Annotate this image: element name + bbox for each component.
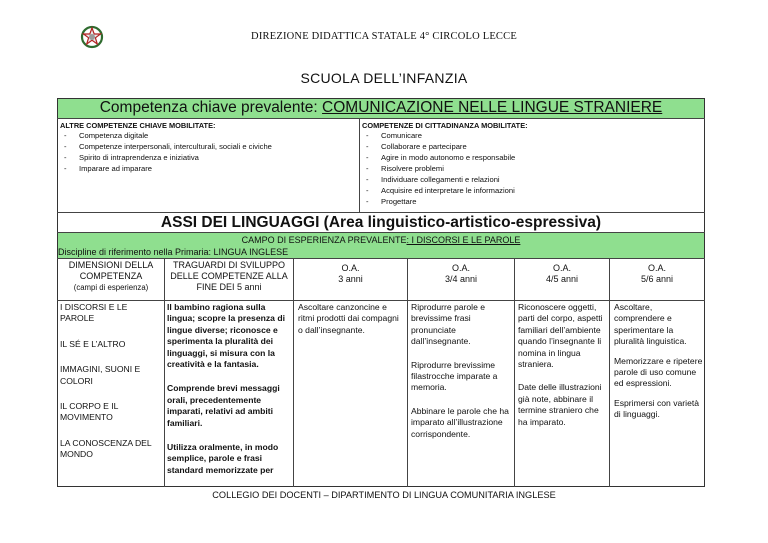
header-oa-34 bbox=[408, 263, 514, 285]
cittadinanza-section bbox=[362, 121, 692, 207]
altre-competenze-heading: ALTRE COMPETENZE CHIAVE MOBILITATE: bbox=[60, 121, 216, 130]
rule bbox=[407, 258, 408, 487]
header-text: O.A. bbox=[647, 263, 666, 273]
cell-oa-45 bbox=[518, 302, 608, 440]
list-item: - Spirito di intraprendenza e iniziativa bbox=[60, 152, 350, 163]
header-text: FINE DEI 5 anni bbox=[196, 282, 262, 292]
list-item: - Progettare bbox=[362, 196, 692, 207]
cell-oa-34 bbox=[411, 302, 512, 452]
header-text: 5/6 anni bbox=[640, 274, 674, 284]
list-item: - Competenze interpersonali, interculturali, sociali e civiche bbox=[60, 141, 350, 152]
list-item: Comprende brevi messaggi orali, precedentemente imparati, relativi ad ambiti familiari. bbox=[167, 383, 280, 428]
competenza-value: COMUNICAZIONE NELLE LINGUE STRANIERE bbox=[322, 99, 663, 116]
rule bbox=[293, 258, 294, 487]
rule bbox=[57, 118, 705, 119]
header-text: O.A. bbox=[451, 263, 470, 273]
header-text: COMPETENZA bbox=[79, 271, 143, 281]
header-text: 3 anni bbox=[338, 274, 363, 284]
list-item: - Individuare collegamenti e relazioni bbox=[362, 174, 692, 185]
cittadinanza-list bbox=[362, 130, 692, 207]
campo-esperienza bbox=[57, 233, 705, 247]
list-item: Riprodurre parole e brevissime frasi pronunciate dall’insegnante. bbox=[411, 302, 486, 347]
header-oa-56 bbox=[610, 263, 704, 285]
assi-title: ASSI DEI LINGUAGGI (Area linguistico-artistico-espressiva) bbox=[160, 214, 602, 231]
list-item: - Risolvere problemi bbox=[362, 163, 692, 174]
header-text: 4/5 anni bbox=[545, 274, 579, 284]
rule bbox=[57, 300, 705, 301]
list-item: I DISCORSI E LE PAROLE bbox=[60, 302, 128, 324]
campo-value: : I DISCORSI E LE PAROLE bbox=[406, 235, 521, 245]
list-item: Riprodurre brevissime filastrocche imparate a memoria. bbox=[411, 359, 498, 393]
header-text: (campi di esperienza) bbox=[73, 283, 149, 292]
list-item: IL SÉ E L’ALTRO bbox=[60, 338, 126, 349]
competenza-title bbox=[57, 99, 705, 117]
header-dimensioni bbox=[58, 260, 164, 294]
rule bbox=[609, 258, 610, 487]
list-item: - Collaborare e partecipare bbox=[362, 141, 692, 152]
school-direction-heading: DIREZIONE DIDATTICA STATALE 4° CIRCOLO LECCE bbox=[251, 31, 517, 42]
list-item: Date delle illustrazioni già note, abbinare il termine straniero che ha imparato. bbox=[518, 382, 602, 427]
list-item: IMMAGINI, SUONI E COLORI bbox=[60, 364, 141, 386]
header-traguardi bbox=[165, 260, 293, 293]
list-item: LA CONOSCENZA DEL MONDO bbox=[60, 437, 152, 460]
header-text: DIMENSIONI DELLA bbox=[68, 260, 154, 270]
altre-competenze-list bbox=[60, 130, 350, 174]
school-level-title: SCUOLA DELL’INFANZIA bbox=[300, 70, 468, 86]
list-item: Esprimersi con varietà di linguaggi. bbox=[614, 397, 700, 420]
altre-competenze-section bbox=[60, 121, 350, 174]
list-item: - Agire in modo autonomo e responsabile bbox=[362, 152, 692, 163]
page-footer: COLLEGIO DEI DOCENTI – DIPARTIMENTO DI LINGUA COMUNITARIA INGLESE bbox=[212, 490, 556, 500]
list-item: - Imparare ad imparare bbox=[60, 163, 350, 174]
cell-oa-56 bbox=[614, 302, 704, 433]
list-item: Memorizzare e ripetere parole di uso comune ed espressioni. bbox=[614, 355, 703, 389]
list-item: Utilizza oralmente, in modo semplice, parole e frasi standard memorizzate per bbox=[167, 442, 279, 475]
list-item: - Acquisire ed interpretare le informazioni bbox=[362, 185, 692, 196]
list-item: Abbinare le parole che ha imparato all’illustrazione corrispondente. bbox=[411, 405, 509, 439]
header-oa-3 bbox=[294, 263, 407, 285]
rule bbox=[514, 258, 515, 487]
rule bbox=[359, 118, 360, 212]
list-item: Ascoltare, comprendere e sperimentare la pluralità linguistica. bbox=[614, 302, 687, 347]
list-item: - Comunicare bbox=[362, 130, 692, 141]
competenza-prefix: Competenza chiave prevalente: bbox=[99, 99, 323, 116]
header-text: 3/4 anni bbox=[444, 274, 478, 284]
cell-oa-3 bbox=[298, 302, 404, 348]
list-item: Riconoscere oggetti, parti del corpo, aspetti familiari dell’ambiente quando l’insegnante li nomina in lingua straniera. bbox=[518, 302, 603, 370]
cittadinanza-heading: COMPETENZE DI CITTADINANZA MOBILITATE: bbox=[362, 121, 528, 130]
cell-traguardi bbox=[167, 302, 291, 488]
list-item: Ascoltare canzoncine e ritmi prodotti dai compagni o dall’insegnante. bbox=[298, 302, 399, 335]
list-item: - Competenza digitale bbox=[60, 130, 350, 141]
header-oa-45 bbox=[515, 263, 609, 285]
campo-prefix: CAMPO DI ESPERIENZA PREVALENTE bbox=[241, 235, 407, 245]
cell-dimensioni bbox=[60, 302, 163, 473]
list-item: IL CORPO E IL MOVIMENTO bbox=[60, 401, 119, 423]
header-text: O.A. bbox=[341, 263, 360, 273]
discipline-riferimento: Discipline di riferimento nella Primaria: LINGUA INGLESE bbox=[58, 247, 289, 257]
header-text: DELLE COMPETENZE ALLA bbox=[170, 271, 288, 281]
header-text: O.A. bbox=[552, 263, 571, 273]
list-item: Il bambino ragiona sulla lingua; scopre la presenza di lingue diverse; riconosce e sperimenta la pluralità dei linguaggi, si misura con la creatività e la fantasia. bbox=[167, 302, 285, 370]
header-text: TRAGUARDI DI SVILUPPO bbox=[172, 260, 286, 270]
